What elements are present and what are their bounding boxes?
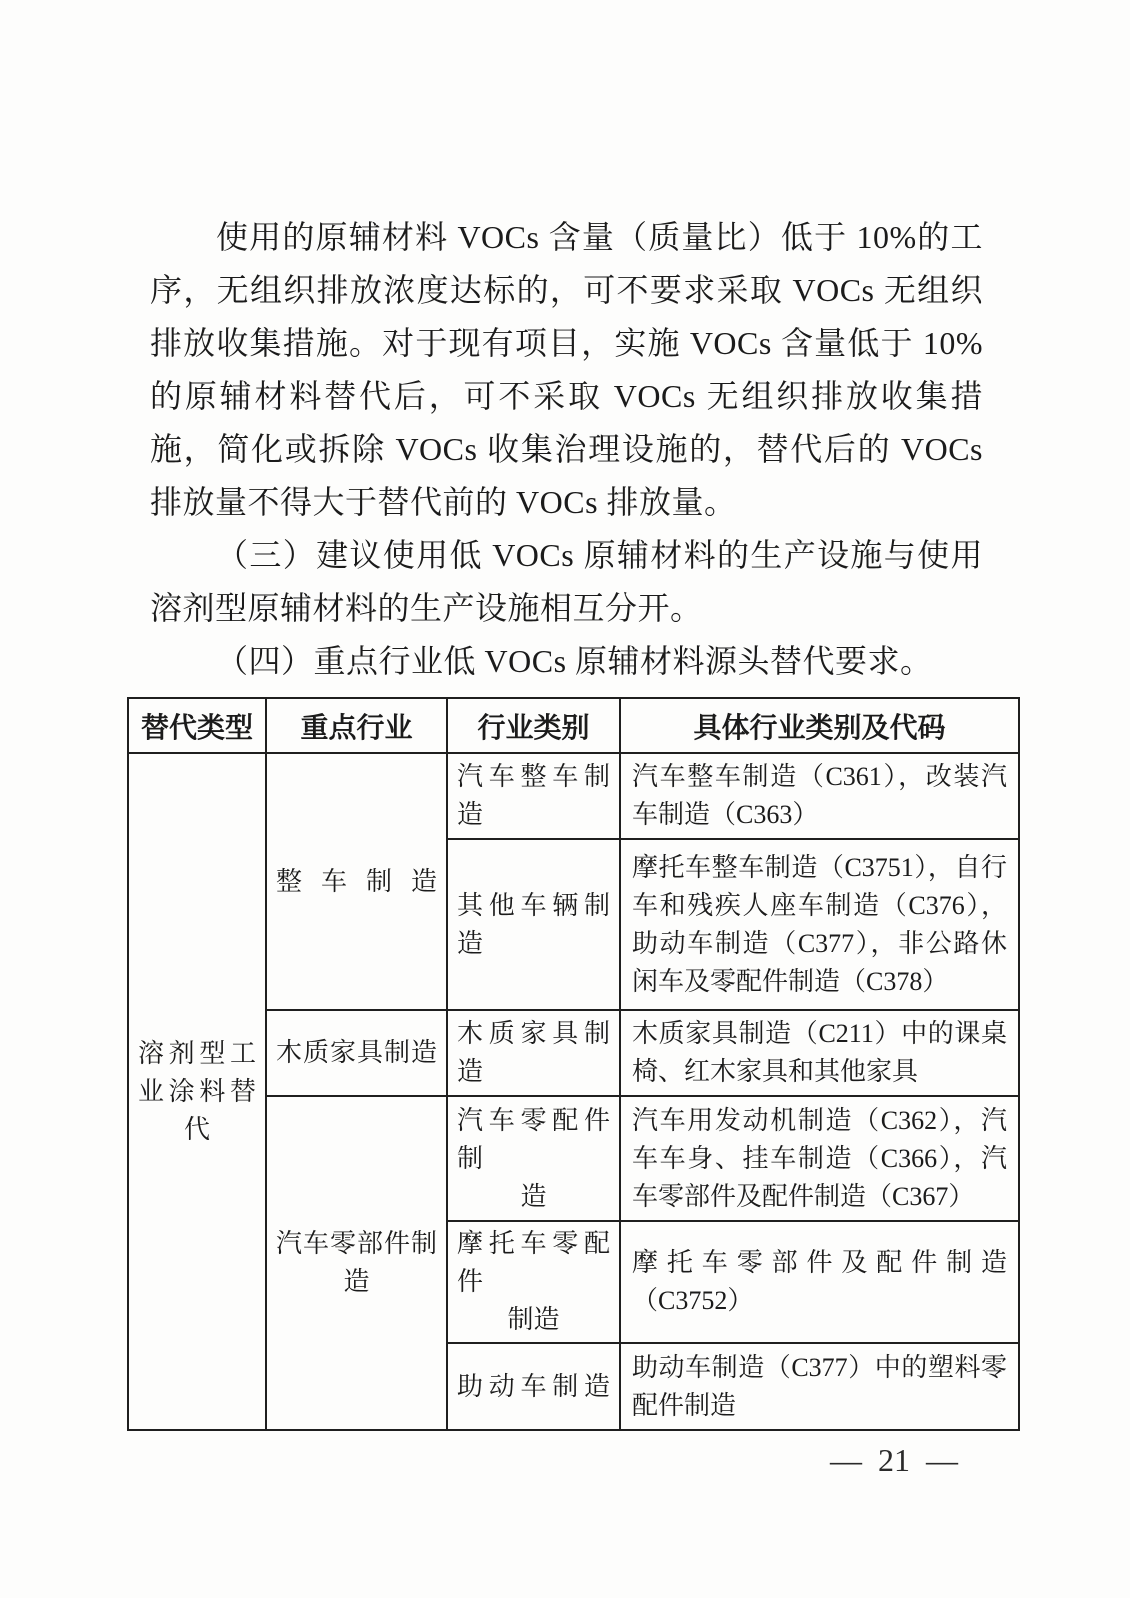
body-text-block: [150, 211, 983, 688]
cell-industry-vehicle: 整车制造: [266, 753, 447, 1010]
cell-detail-auto-manufacturing: 汽车整车制造（C361），改装汽车制造（C363）: [620, 753, 1019, 839]
table-header-row: [128, 698, 1019, 753]
cell-detail-wood-furniture: 木质家具制造（C211）中的课桌椅、红木家具和其他家具: [620, 1010, 1019, 1096]
header-industry-category: 行业类别: [447, 698, 620, 753]
cell-category-auto-manufacturing: 汽车整车制造: [447, 753, 620, 839]
cell-detail-motorcycle-parts: 摩托车零部件及配件制造（C3752）: [620, 1221, 1019, 1343]
industry-substitution-table: [127, 697, 1020, 1431]
cell-category-auto-parts: 汽车零配件制 造: [447, 1096, 620, 1221]
cell-industry-auto-parts: 汽车零部件制 造: [266, 1096, 447, 1430]
page-number: — 21 —: [830, 1442, 958, 1478]
cell-substitution-type: 溶剂型工 业涂料替 代: [128, 753, 266, 1430]
cell-category-wood-furniture: 木质家具制造: [447, 1010, 620, 1096]
header-key-industry: 重点行业: [266, 698, 447, 753]
cell-detail-other-vehicles: 摩托车整车制造（C3751），自行车和残疾人座车制造（C376），助动车制造（C377），非公路休闲车及零配件制造（C378）: [620, 839, 1019, 1010]
paragraph-item-four: （四）重点行业低 VOCs 原辅材料源头替代要求。: [216, 643, 933, 679]
table-row: [128, 753, 1019, 839]
cell-industry-wood-furniture: 木质家具制造: [266, 1010, 447, 1096]
cell-detail-auto-parts: 汽车用发动机制造（C362），汽车车身、挂车制造（C366），汽车零部件及配件制造（C367）: [620, 1096, 1019, 1221]
cell-category-other-vehicles: 其他车辆制造: [447, 839, 620, 1010]
header-specific-category-code: 具体行业类别及代码: [620, 698, 1019, 753]
paragraph-item-three: （三）建议使用低 VOCs 原辅材料的生产设施与使用溶剂型原辅材料的生产设施相互分开。: [150, 537, 983, 626]
cell-category-motorcycle-parts: 摩托车零配件 制造: [447, 1221, 620, 1343]
paragraph-vocs-content-rule: 使用的原辅材料 VOCs 含量（质量比）低于 10%的工序，无组织排放浓度达标的，可不要求采取 VOCs 无组织排放收集措施。对于现有项目，实施 VOCs 含量低于 10%的原辅材料替代后，可不采取 VOCs 无组织排放收集措施，简化或拆除 VOCs 收集治理设施的，替代后的 VOCs 排放量不得大于替代前的 VOCs 排放量。: [150, 219, 983, 520]
header-substitution-type: 替代类型: [128, 698, 266, 753]
cell-detail-moped: 助动车制造（C377）中的塑料零配件制造: [620, 1343, 1019, 1430]
cell-category-moped: 助动车制造: [447, 1343, 620, 1430]
